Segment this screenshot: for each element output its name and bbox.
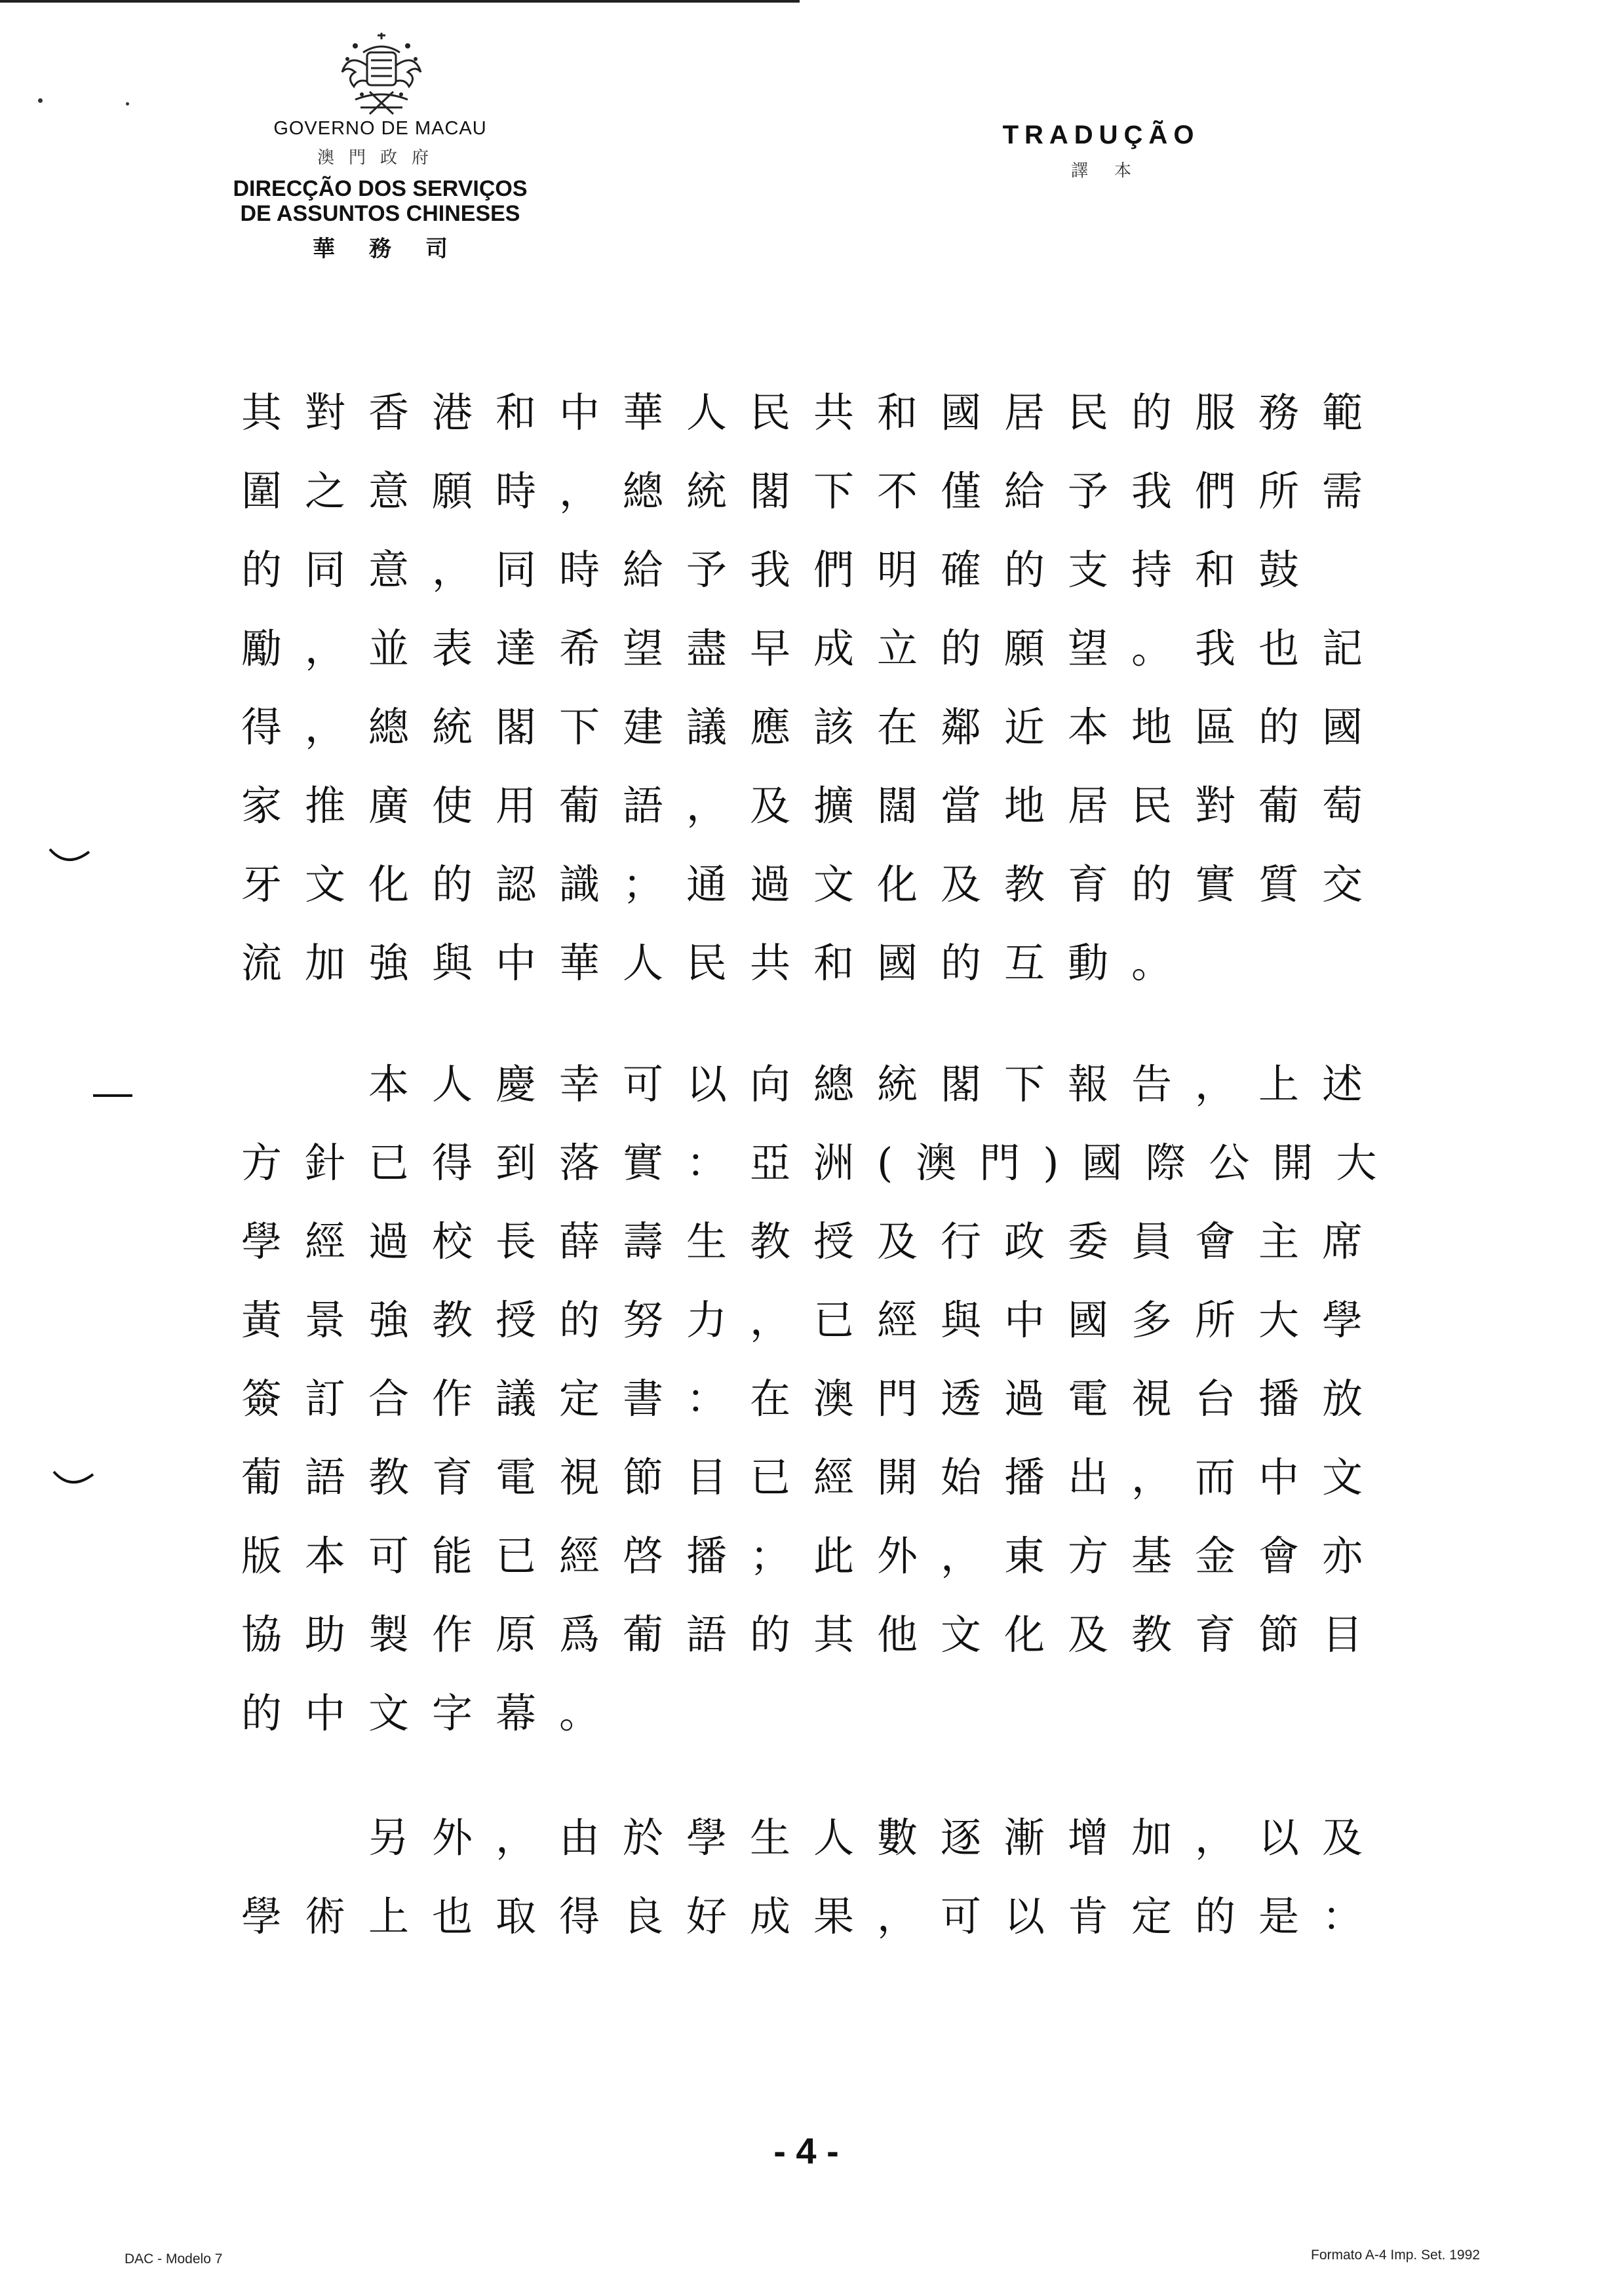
scan-dot <box>126 102 129 105</box>
text-line: 的中文字幕。 <box>241 1689 623 1737</box>
text-line: 協助製作原爲葡語的其他文化及教育節目 <box>241 1611 1386 1658</box>
text-line: 的同意，同時給予我們明確的支持和鼓 <box>241 546 1323 594</box>
margin-tick-icon <box>51 1468 97 1494</box>
text-line: 得，總統閣下建議應該在鄰近本地區的國 <box>241 703 1386 751</box>
department-name-chinese: 華務司 <box>313 236 482 262</box>
text-line: 另外，由於學生人數逐漸增加，以及 <box>241 1814 1386 1862</box>
form-code: DAC - Modelo 7 <box>125 2251 223 2267</box>
text-line: 其對香港和中華人民共和國居民的服務範 <box>241 389 1386 436</box>
text-line: 圍之意願時，總統閣下不僅給予我們所需 <box>241 467 1386 515</box>
translation-label-chinese: 譯本 <box>1070 161 1158 181</box>
translation-label: TRADUÇÃO <box>1002 121 1200 149</box>
format-info: Formato A-4 Imp. Set. 1992 <box>1311 2248 1480 2263</box>
text-line: 流加強與中華人民共和國的互動。 <box>241 939 1196 987</box>
government-name: GOVERNO DE MACAU <box>273 118 487 139</box>
text-line: 葡語教育電視節目已經開始播出，而中文 <box>241 1453 1386 1501</box>
top-border-line <box>0 0 800 3</box>
government-name-chinese: 澳門政府 <box>317 148 443 168</box>
text-line: 勵，並表達希望盡早成立的願望。我也記 <box>241 624 1386 672</box>
text-line: 家推廣使用葡語，及擴闊當地居民對葡萄 <box>241 782 1386 830</box>
text-line: 學術上也取得良好成果，可以肯定的是： <box>241 1892 1386 1940</box>
margin-tick-icon <box>47 845 93 871</box>
scan-dot <box>38 98 43 103</box>
department-name-line-1: DIRECÇÃO DOS SERVIÇOS <box>233 176 528 201</box>
text-line: 方針已得到落實：亞洲(澳門)國際公開大 <box>241 1139 1400 1187</box>
department-name-line-2: DE ASSUNTOS CHINESES <box>240 201 520 226</box>
page-number: - 4 - <box>773 2130 839 2172</box>
text-line: 牙文化的認識；通過文化及教育的實質交 <box>241 860 1386 908</box>
text-line: 版本可能已經啓播；此外，東方基金會亦 <box>241 1532 1386 1580</box>
text-line: 黃景強教授的努力，已經與中國多所大學 <box>241 1296 1386 1344</box>
macau-coat-of-arms-icon <box>316 26 447 124</box>
text-line: 簽訂合作議定書：在澳門透過電視台播放 <box>241 1375 1386 1423</box>
text-line: 學經過校長薛壽生教授及行政委員會主席 <box>241 1217 1386 1265</box>
margin-dash-icon <box>92 1082 138 1109</box>
text-line: 本人慶幸可以向總統閣下報告，上述 <box>241 1060 1386 1108</box>
